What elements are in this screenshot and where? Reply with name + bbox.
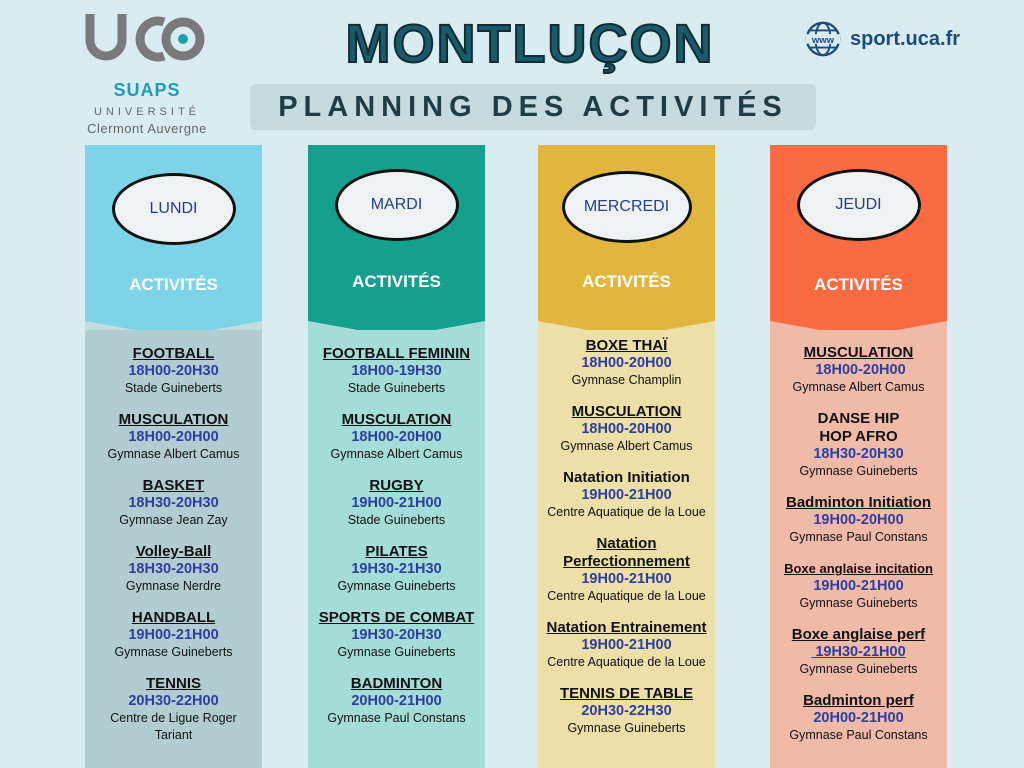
activity-item (308, 609, 485, 661)
activity-item (85, 477, 262, 529)
activity-item (308, 675, 485, 727)
activity-place: Stade Guineberts (124, 381, 223, 395)
uca-logo (82, 8, 222, 143)
activity-item (308, 543, 485, 595)
activities-header: ACTIVITÉS (352, 272, 441, 291)
activity-item (538, 619, 715, 671)
day-label: JEUDI (835, 196, 882, 213)
day-label: MERCREDI (583, 198, 670, 215)
activity-name: MUSCULATION (571, 403, 682, 420)
activity-place: Gymnase Jean Zay (119, 513, 228, 527)
activity-item (85, 609, 262, 661)
activity-name: BOXE THAÏ (585, 337, 668, 354)
activity-place: Gymnase Albert Camus (560, 439, 693, 453)
day-label-oval (797, 169, 921, 241)
subtitle: PLANNING DES ACTIVITÉS (278, 91, 788, 123)
activity-item (538, 469, 715, 521)
day-column-mercredi (538, 145, 715, 768)
university-label: UNIVERSITÉ (93, 106, 200, 118)
activity-item (770, 494, 947, 546)
activity-list (308, 345, 485, 741)
activity-place: Gymnase Guineberts (799, 596, 918, 610)
activity-item (770, 410, 947, 480)
activity-name: Volley-Ball (135, 543, 212, 560)
day-column-lundi (85, 145, 262, 768)
activity-place: Stade Guineberts (347, 381, 446, 395)
activity-name: DANSE HIP HOP AFRO (817, 410, 900, 445)
activity-name: RUGBY (369, 477, 424, 494)
activity-item (538, 337, 715, 389)
activity-place: Centre Aquatique de la Loue (547, 655, 706, 669)
day-header (308, 145, 485, 330)
activity-place: Gymnase Albert Camus (330, 447, 463, 461)
activity-name: SPORTS DE COMBAT (318, 609, 475, 626)
day-label-oval (335, 169, 459, 241)
day-label: LUNDI (149, 200, 198, 217)
activity-time: 19H30-21H00 (811, 644, 906, 660)
activity-name: Natation Initiation (563, 469, 690, 486)
activities-header: ACTIVITÉS (129, 275, 218, 294)
activity-name: Boxe anglaise perf (791, 626, 926, 643)
activity-place: Gymnase Paul Constans (789, 530, 928, 544)
activity-item (770, 560, 947, 612)
activity-time: 20H00-21H00 (351, 693, 442, 709)
activity-time: 20H30-22H30 (581, 703, 672, 719)
activity-time: 19H00-21H00 (581, 637, 672, 653)
activity-time: 18H00-20H00 (581, 421, 672, 437)
activity-place: Centre de Ligue Roger Tariant (110, 711, 237, 742)
day-column-mardi (308, 145, 485, 768)
activity-item (538, 535, 715, 605)
activity-place: Centre Aquatique de la Loue (547, 589, 706, 603)
activity-name: TENNIS (145, 675, 201, 692)
activity-name: FOOTBALL FEMININ (322, 345, 471, 362)
activity-time: 18H00-20H00 (351, 429, 442, 445)
activity-place: Gymnase Nerdre (125, 579, 222, 593)
activity-name: MUSCULATION (341, 411, 452, 428)
activity-item (538, 403, 715, 455)
activity-name: Badminton Initiation (786, 494, 931, 511)
activity-item (85, 675, 262, 744)
activity-time: 19H00-20H00 (813, 512, 904, 528)
activity-place: Gymnase Guineberts (337, 645, 456, 659)
activity-time: 18H30-20H30 (128, 561, 219, 577)
activity-time: 20H00-21H00 (813, 710, 904, 726)
activity-item (308, 411, 485, 463)
day-column-jeudi (770, 145, 947, 768)
activity-list (538, 337, 715, 751)
activity-time: 19H30-20H30 (351, 627, 442, 643)
activities-header: ACTIVITÉS (814, 275, 903, 294)
activity-time: 19H00-21H00 (351, 495, 442, 511)
activity-name: MUSCULATION (118, 411, 229, 428)
activity-time: 19H00-21H00 (813, 578, 904, 594)
activity-time: 20H30-22H00 (128, 693, 219, 709)
activity-place: Gymnase Paul Constans (327, 711, 466, 725)
activity-place: Gymnase Guineberts (567, 721, 686, 735)
activity-item (770, 692, 947, 744)
activity-item (85, 411, 262, 463)
activity-place: Gymnase Champlin (571, 373, 682, 387)
activity-item (770, 626, 947, 678)
activity-name: TENNIS DE TABLE (559, 685, 694, 702)
website-link[interactable] (804, 20, 960, 58)
uca-logo-mark (82, 8, 212, 78)
activity-name: MUSCULATION (803, 344, 914, 361)
website-url[interactable]: sport.uca.fr (850, 27, 961, 50)
activity-place: Centre Aquatique de la Loue (547, 505, 706, 519)
activity-item (308, 477, 485, 529)
university-place: Clermont Auvergne (87, 121, 207, 136)
activity-time: 18H00-20H00 (581, 355, 672, 371)
activity-time: 18H00-20H00 (128, 429, 219, 445)
activity-place: Gymnase Guineberts (114, 645, 233, 659)
svg-text:www: www (811, 34, 835, 46)
activities-header: ACTIVITÉS (582, 272, 671, 291)
activity-list (770, 344, 947, 758)
day-label: MARDI (370, 196, 423, 213)
activity-place: Stade Guineberts (347, 513, 446, 527)
activity-place: Gymnase Paul Constans (789, 728, 928, 742)
activity-time: 19H30-21H30 (351, 561, 442, 577)
activity-name: BASKET (142, 477, 205, 494)
activity-time: 19H00-21H00 (581, 487, 672, 503)
activity-time: 18H00-20H30 (128, 363, 219, 379)
activity-time: 18H30-20H30 (813, 446, 904, 462)
activity-item (85, 345, 262, 397)
day-label-oval (562, 171, 692, 243)
org-name: SUAPS (113, 80, 181, 100)
activity-time: 19H00-21H00 (581, 571, 672, 587)
activity-time: 18H00-19H30 (351, 363, 442, 379)
activity-item (85, 543, 262, 595)
day-header (770, 145, 947, 330)
activity-place: Gymnase Albert Camus (107, 447, 240, 461)
activity-name: Natation Perfectionnement (563, 535, 690, 570)
activity-place: Gymnase Guineberts (337, 579, 456, 593)
page-title: MONTLUÇON (345, 14, 715, 74)
activity-name: Natation Entrainement (546, 619, 707, 636)
activity-name: BADMINTON (350, 675, 443, 692)
activity-time: 18H30-20H30 (128, 495, 219, 511)
day-header (85, 145, 262, 330)
activity-item (308, 345, 485, 397)
activity-time: 18H00-20H00 (811, 362, 906, 378)
activity-item (538, 685, 715, 737)
activity-name: HANDBALL (131, 609, 216, 626)
activity-place: Gymnase Guineberts (799, 464, 918, 478)
subtitle-banner (250, 84, 816, 130)
activity-time: 19H00-21H00 (128, 627, 219, 643)
activity-item (770, 344, 947, 396)
activity-name: PILATES (365, 543, 428, 560)
globe-icon (804, 20, 842, 58)
activity-name: FOOTBALL (132, 345, 215, 362)
activity-place: Gymnase Guineberts (799, 662, 918, 676)
day-label-oval (112, 173, 236, 245)
activity-place: Gymnase Albert Camus (792, 380, 925, 394)
activity-name: Badminton perf (803, 692, 914, 709)
activity-name: Boxe anglaise incitation (784, 561, 933, 576)
day-header (538, 145, 715, 330)
activity-list (85, 345, 262, 758)
